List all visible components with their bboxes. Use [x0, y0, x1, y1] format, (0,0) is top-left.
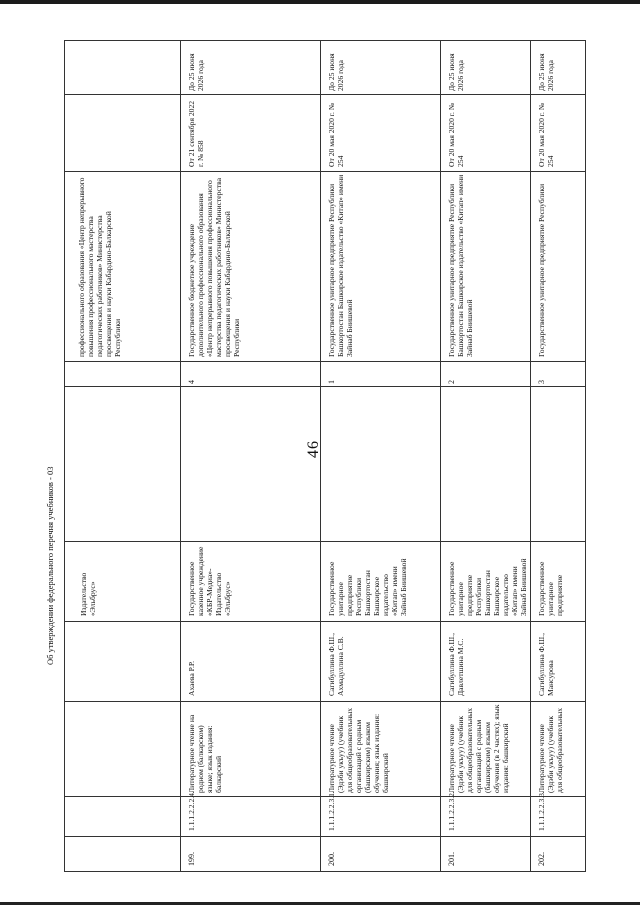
row1-code: 1.1.1.2.2.2.4.	[187, 791, 196, 831]
row2-developer: Государственное унитарное предприятие Республики Башкортостан Башкирское издательство «Китап» имени Зайнаб Биишевой	[327, 174, 354, 357]
row1-limit: До 25 июня 2026 года	[187, 53, 205, 91]
row4-code: 1.1.1.2.2.3.3.	[537, 791, 546, 831]
row0-publisher: Издательство «Эльбрус»	[79, 572, 97, 616]
row3-authors: Сагибуллина Ф.Ш., Давлетшина М.С.	[447, 633, 465, 696]
row-separator	[530, 41, 531, 871]
row1-authors: Ахаева Р.Р.	[187, 660, 196, 696]
row2-limit: До 25 июня 2026 года	[327, 53, 345, 91]
col-line-title	[65, 701, 585, 702]
row1-publisher: Государственное казенное учреждение «КБР-Медиа»- Издательство «Эльбрус»	[187, 546, 232, 616]
row2-code: 1.1.1.2.2.3.1.	[327, 791, 336, 831]
row4-developer: Государственное унитарное предприятие Республики	[537, 183, 546, 357]
row4-num: 202.	[537, 852, 546, 866]
row3-num: 201.	[447, 852, 456, 866]
row-separator	[440, 41, 441, 871]
row2-num: 200.	[327, 852, 336, 866]
row2-order: От 20 мая 2020 г. № 254	[327, 102, 345, 167]
row4-authors: Сагибуллина Ф.Ш., Мансурова	[537, 633, 555, 696]
row4-publisher: Государственное унитарное предприятие	[537, 561, 564, 616]
footer-note: Об утверждении федерального перечня учебников - 03	[45, 466, 55, 665]
row0-developer: профессионального образования «Центр непрерывного повышения профессионального мастерства педагогических работников» Министерства просвещения и науки Кабардино-Балкарской Республики	[77, 177, 122, 357]
row4-order: От 20 мая 2020 г. № 254	[537, 102, 555, 167]
row2-publisher: Государственное унитарное предприятие Республики Башкортостан Башкирское издательство «Китап» имени Зайнаб Биишевой	[327, 558, 408, 616]
row4-limit: До 25 июня 2026 года	[537, 53, 555, 91]
row1-num: 199.	[187, 852, 196, 866]
row3-code: 1.1.1.2.2.3.2.	[447, 791, 456, 831]
col-line-developer	[65, 361, 585, 362]
col-line-grade	[65, 386, 585, 387]
row1-order: От 21 сентября 2022 г. № 858	[187, 100, 205, 167]
col-line-code	[65, 796, 585, 797]
row3-developer: Государственное унитарное предприятие Республики Башкортостан Башкирское издательство «Китап» имени Зайнаб Биишевой	[447, 174, 474, 357]
row4-title: Литературное чтение (Эдэби укъуу) (учебник для общеобразовательных	[537, 707, 564, 793]
col-line-order	[65, 171, 585, 172]
col-line-authors	[65, 621, 585, 622]
col-line-limit	[65, 94, 585, 95]
row3-limit: До 25 июня 2026 года	[447, 53, 465, 91]
row2-title: Литературное чтение (Эдэби укъуу) (учебник для общеобразовательных организаций с родным (башкирским) языком обучения; язык издания: башкирский	[327, 707, 390, 793]
rotated-table	[64, 40, 586, 872]
row3-order: От 20 мая 2020 г. № 254	[447, 102, 465, 167]
page-number: 46	[305, 440, 322, 458]
row1-title: Литературное чтение на родном (балкарском) языке; язык издания: балкарский	[187, 714, 223, 793]
col-line-num	[65, 836, 585, 837]
row1-developer: Государственное бюджетное учреждение дополнительного профессионального образования «Центр непрерывного повышения профессионального мастерства педагогических работников» Министерства просвещения и науки Кабардино-Балкарской Республики	[187, 178, 241, 357]
row-separator	[320, 41, 321, 871]
row1-grade: 4	[187, 380, 196, 384]
scan-top-edge	[0, 0, 640, 4]
col-line-publisher	[65, 541, 585, 542]
row3-publisher: Государственное унитарное предприятие Республики Башкортостан Башкирское издательство «Китап» имени Зайнаб Биишевой	[447, 558, 528, 616]
row2-authors: Сагибуллина Ф.Ш., Ахмадуллина С.В.	[327, 633, 345, 696]
row2-grade: 1	[327, 380, 336, 384]
row3-title: Литературное чтение (Эдэби укъуу) (учебник для общеобразовательных организаций с родным (башкирским) языком обучения (в 2 частях); язык издания: башкирский	[447, 704, 510, 793]
row3-grade: 2	[447, 380, 456, 384]
row4-grade: 3	[537, 380, 546, 384]
row-separator	[180, 41, 181, 871]
